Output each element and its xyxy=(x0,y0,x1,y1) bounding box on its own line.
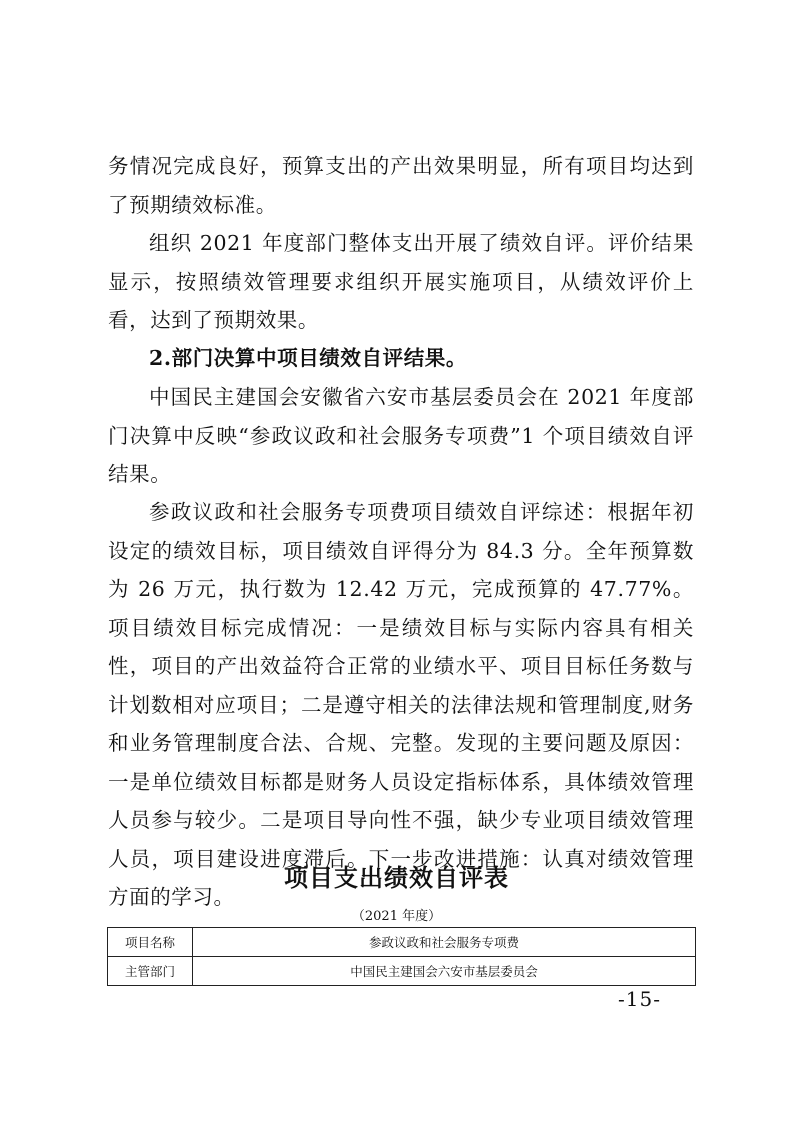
page-number: -15- xyxy=(618,987,661,1011)
row-value: 中国民主建国会六安市基层委员会 xyxy=(193,957,696,986)
table-title: 项目支出绩效自评表 xyxy=(284,863,509,892)
section-heading: 2.部门决算中项目绩效自评结果。 xyxy=(149,346,467,370)
table-row xyxy=(108,957,696,986)
paragraph-2: 组织 2021 年度部门整体支出开展了绩效自评。评价结果显示，按照绩效管理要求组织开展实施项目，从绩效评价上看，达到了预期效果。 xyxy=(108,231,694,332)
paragraph-1: 务情况完成良好，预算支出的产出效果明显，所有项目均达到了预期绩效标准。 xyxy=(108,154,694,217)
table-year: （2021 年度） xyxy=(351,909,442,924)
evaluation-table xyxy=(107,927,696,986)
row-value: 参政议政和社会服务专项费 xyxy=(193,928,696,957)
paragraph-4: 参政议政和社会服务专项费项目绩效自评综述：根据年初设定的绩效目标，项目绩效自评得分为 84.3 分。全年预算数为 26 万元，执行数为 12.42 万元，完成预算的 47.77%。项目绩效目标完成情况：一是绩效目标与实际内容具有相关性，项目的产出效益符合正常的业绩水平、项目目标任务数与计划数相对应项目；二是遵守相关的法律法规和管理制度,财务和业务管理制度合法、合规、完整。发现的主要问题及原因：一是单位绩效目标都是财务人员设定指标体系，具体绩效管理人员参与较少。二是项目导向性不强，缺少专业项目绩效管理人员，项目建设进度滞后。下一步改进措施：认真对绩效管理方面的学习。 xyxy=(108,500,694,909)
row-label: 主管部门 xyxy=(108,957,193,986)
table-row xyxy=(108,928,696,957)
row-label: 项目名称 xyxy=(108,928,193,957)
paragraph-3: 中国民主建国会安徽省六安市基层委员会在 2021 年度部门决算中反映“参政议政和社会服务专项费”1 个项目绩效自评结果。 xyxy=(108,385,694,486)
